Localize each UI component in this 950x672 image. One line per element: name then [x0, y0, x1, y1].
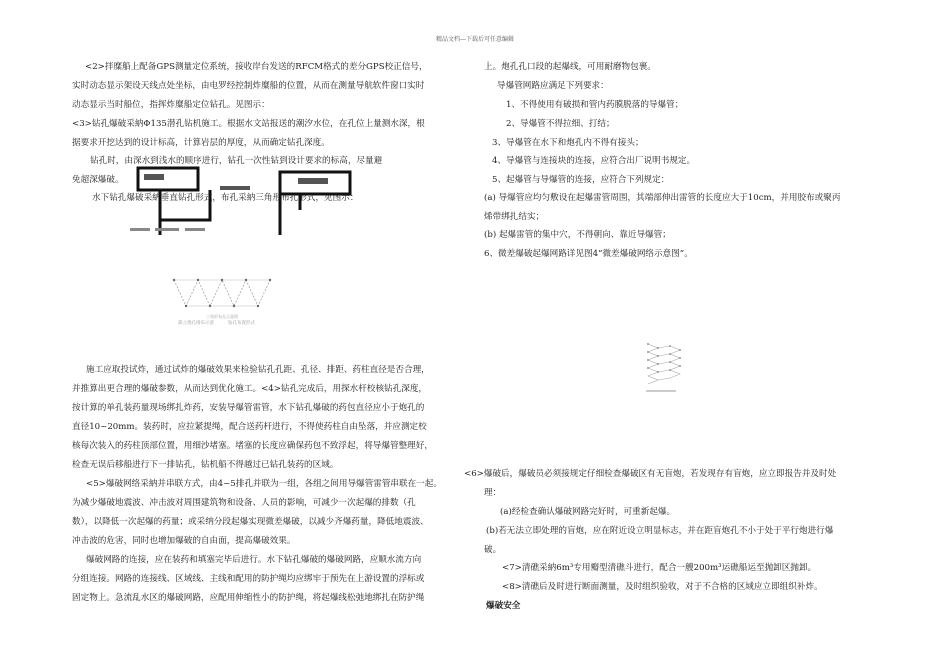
section-heading: 爆破安全	[486, 601, 521, 611]
paragraph-line: 施工应取投试炸，通过试炸的爆破效果来检验钻孔孔距、孔径、排距、药柱直径是否合理，	[86, 365, 430, 375]
paragraph-line: 固定物上。急流乱水区的爆破网路，应配用伸缩性小的防护绳，将起爆线松弛地绑扎在防护绳	[72, 593, 425, 603]
header-note: 精品文档---下载后可任意编辑	[435, 36, 515, 43]
paragraph-line: (b)若无法立即处理的盲炮，应在附近设立明显标志，并在距盲炮孔不小于处于平行炮进行爆	[486, 526, 834, 536]
paragraph-line: 冲击波的危害，同时也增加爆破的自由面，提高爆破效果。	[72, 536, 296, 546]
paragraph-line: 按计算的单孔装药量现场绑扎炸药，安装导爆管雷管，水下钻孔爆破的药包直径应小于炮孔的	[72, 403, 425, 413]
paragraph-line: <2>拌糜船上配备GPS测量定位系统，接收岸台发送的RFCM格式的差分GPS校正信号，	[85, 62, 428, 72]
paragraph-line: <5>爆破网络采納并串联方式，由4~5排孔并联为一组，各组之间用导爆管雷管串联在一起。	[86, 479, 442, 489]
pattern-caption: 三角形布孔示意图	[206, 314, 238, 319]
paragraph-line: 分组连接。网路的连接线、区域线、主线和配用的防护绳均应绑牢于预先在上游设置的浮标或	[72, 574, 425, 584]
paragraph-line: 上。炮孔孔口段的起爆线，可用耐磨物包裹。	[484, 62, 656, 72]
list-item: 5、起爆管与导爆管的连接，应符合下列规定：	[492, 175, 670, 185]
paragraph-line: 爆破网路的连接，应在装药和填塞完毕后进行。水下钻孔爆破的爆破网路，应顺水流方向	[86, 555, 422, 565]
paragraph-line: 水下钻孔爆破采納垂直钻孔形式，布孔采納三角形布孔形式，见图示：	[92, 193, 359, 203]
paragraph-line: 烯带绑扎结实；	[484, 212, 545, 222]
paragraph-line: 钻孔时，由深水到浅水的顺序进行，钻孔一次性钻到设计要求的标高，尽量避	[90, 156, 383, 166]
paragraph-line: 数），以降低一次起爆的药量；或采纳分段起爆实现微差爆破，以减少齐爆药量，降低地震波、	[72, 517, 429, 527]
list-item: 1、不得使用有破损和管内药膜脱落的导爆管；	[506, 100, 684, 110]
figure-caption-right: 钻孔布置形式	[228, 321, 255, 326]
paragraph-line: 理：	[484, 488, 502, 498]
paragraph-line: <8>清礁后及时进行断面测量，及时组织验收，对于不合格的区域应立即组织补炸。	[502, 582, 823, 592]
paragraph-line: 直径10~20mm。装药时，应拉紧提绳，配合送药杆进行，不得使药柱自由坠落，并应测定校	[72, 422, 427, 432]
paragraph-line: (a)经检查确认爆破网路完好时，可重新起爆。	[500, 507, 676, 517]
drill-ship-sketch	[130, 150, 360, 240]
paragraph-line: <7>清礁采納6m³专用瓣型清礁斗进行，配合一艘200m³运礁船运至抛卸区抛卸。	[502, 563, 817, 573]
blast-network-diagram	[640, 338, 690, 396]
paragraph-line: 导爆管网路应满足下列要求：	[497, 81, 609, 91]
list-item: 4、导爆管与连接块的连接，应符合出厂说明书规定。	[492, 156, 696, 166]
paragraph-line: <3>钻孔爆破采納Φ135潜孔钻机施工。根据水文站报送的潮汐水位，在孔位上量测水深，根	[72, 119, 425, 129]
paragraph-line: (a) 导爆管应均匀敷设在起爆雷管周围，其端部伸出雷管的长度应大于10cm，并用胶布或聚丙	[484, 193, 841, 203]
paragraph-line: <6>爆破后，爆破员必须接规定仔细检查爆破区有无盲炮，若发现存有盲炮，应立即报告并及时处	[464, 469, 837, 479]
paragraph-line: 核每次装入的药柱顶部位置，用细沙堵塞。堵塞的长度应确保药包不致浮起，将导爆管整理好，	[72, 441, 433, 451]
paragraph-line: 6、微差爆破起爆网路详见图4“微差爆破网络示意图”。	[484, 249, 693, 259]
paragraph-line: 破。	[484, 545, 502, 555]
figure-caption-left: 孤立炮孔排布示意	[178, 321, 214, 326]
paragraph-line: 据要求开挖达到的设计标高，计算岩层的厚度，从而确定钻孔深度。	[72, 138, 330, 148]
paragraph-line: 免超深爆破。	[72, 175, 124, 185]
paragraph-line: 并推算出更合理的爆破参数，从而达到优化施工。<4>钻孔完成后，用探水杆校核钻孔深度，	[72, 384, 428, 394]
paragraph-line: 动态显示当时船位，指挥炸糜船定位钻孔。见图示：	[72, 100, 270, 110]
paragraph-line: 为减少爆破地震波、冲击波对周围建筑物和设备、人员的影响，可减少一次起爆的排数（孔	[72, 498, 416, 508]
list-item: 2、导爆管不得拉细、打结；	[506, 119, 615, 129]
list-item: 3、导爆管在水下和炮孔内不得有接头；	[492, 138, 644, 148]
paragraph-line: 检查无误后移船进行下一排钻孔，钻机船不得越过已钻孔装药的区域。	[72, 460, 339, 470]
paragraph-line: 实时动态显示架设天线点处坐标，由电罗经控制炸糜船的位置，从而在测量导航软件窗口实时	[72, 81, 425, 91]
paragraph-line: (b) 起爆雷管的集中穴，不得朝向、靠近导爆管；	[484, 230, 671, 240]
